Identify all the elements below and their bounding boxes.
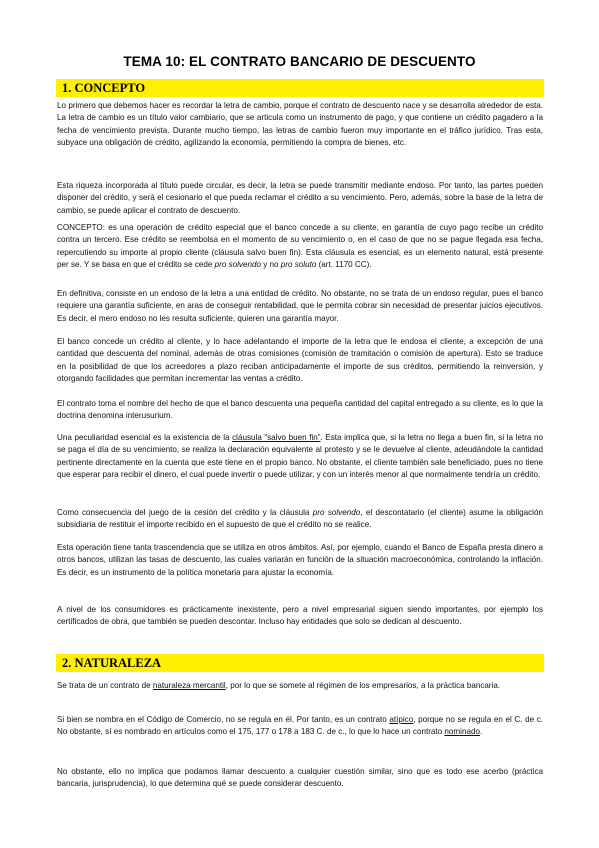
paragraph: Lo primero que debemos hacer es recordar la letra de cambio, porque el contrato de descuento nace y se desarrolla alrededor de esta. La letra de cambio es un título valor cambiario, que se articula como un instrumento de pago, y que contiene un crédito pagadero a la fecha de vencimiento prevista. Durante mucho tiempo, las letras de cambio fueron muy importante en el tráfico jurídico. Tras esta, subyace una obligación de crédito, agilizando la economía, permitiendo la compra de bienes, etc.	[57, 101, 543, 148]
document-title: TEMA 10: EL CONTRATO BANCARIO DE DESCUENTO	[123, 54, 476, 69]
paragraph	[57, 507, 543, 532]
section-heading-naturaleza: 2. NATURALEZA	[56, 654, 544, 672]
paragraph	[57, 222, 543, 272]
paragraph	[57, 714, 543, 739]
paragraph-text: , porque no se regula en el C. de c. No obstante, sí es nombrado en artículos como el 175, 177 o 178 a 183 C. de c., lo que lo hace un contrato	[57, 715, 543, 737]
paragraph: En definitiva, consiste en un endoso de la letra a una entidad de crédito. No obstante, no se trata de un endoso regular, pues el banco requiere una garantía suficiente, en aras de conseguir rentabilidad, que le permita cobrar sin necesidad de presentar juicios ejecutivos. Es decir, el mero endoso no les resulta suficiente, quieren una garantía mayor.	[57, 289, 543, 323]
paragraph-italic: pro solvendo	[214, 260, 261, 270]
paragraph: No obstante, ello no implica que podamos llamar descuento a cualquier cuestión similar, sino que es todo ese acerbo (práctica bancaria, jurisprudencia), lo que determina qué se puede considerar descuento.	[57, 767, 543, 789]
paragraph: Esta operación tiene tanta trascendencia que se utiliza en otros ámbitos. Así, por ejemplo, cuando el Banco de España presta dinero a otros bancos, utilizan las tasas de descuento, las cuales variarán en función de la situación macroeconómica, controlando la inflación. Es decir, es un instrumento de la política monetaria para ajustar la economía.	[57, 543, 543, 577]
paragraph	[57, 432, 543, 482]
paragraph-text: . Esta implica que, si la letra no llega a buen fin, si la letra no se paga el día de su vencimiento, se realiza la declaración equivalente al protesto y se le devuelve al cliente, adeudándole la cantidad pertinente directamente en la cuenta que este tiene en el propio banco. No obstante, el cliente también sale beneficiado, pues no tiene que esperar para recibir el dinero, el cual puede invertir o puede utilizar, y con un interés menor al que normalmente tendría un crédito.	[57, 433, 543, 480]
paragraph-text: y no	[261, 260, 281, 270]
paragraph: A nivel de los consumidores es prácticamente inexistente, pero a nivel empresarial siguen siendo importantes, por ejemplo los certificados de obra, que también se pueden descontar. Incluso hay entidades que solo se dedican al descuento.	[57, 605, 543, 627]
paragraph-text: Como consecuencia del juego de la cesión del crédito y la cláusula	[57, 508, 313, 517]
paragraph-text: , por lo que se somete al régimen de los empresarios, a la práctica bancaria.	[225, 681, 501, 690]
section-heading-concepto: 1. CONCEPTO	[56, 79, 544, 97]
paragraph: El banco concede un crédito al cliente, y lo hace adelantando el importe de la letra que le endosa el cliente, a excepción de una cantidad que descuenta del nominal, además de otras comisiones (comisión de tramitación o comisión de apertura). Esto se traduce en la posibilidad de que los acreedores a plazo reciban anticipadamente el importe de sus créditos, permitiendo la reinversión, y otorgando facilidades que permitan incrementar las ventas a crédito.	[57, 337, 543, 384]
paragraph	[57, 680, 543, 692]
clausula-salvo-buen-fin-underline: cláusula “salvo buen fin”	[232, 433, 321, 442]
paragraph-text: , el descontatario (el cliente) asume la obligación subsidiaria de restituir el importe recibido en el supuesto de que el crédito no se realice.	[57, 508, 543, 530]
paragraph-text: Se trata de un contrato de	[57, 681, 153, 690]
paragraph-text: (art. 1170 CC).	[316, 260, 372, 270]
naturaleza-mercantil-underline: naturaleza mercantil	[152, 681, 226, 690]
paragraph-text: .	[479, 727, 483, 737]
paragraph-text: Una peculiaridad esencial es la existencia de la	[57, 433, 233, 442]
paragraph: El contrato toma el nombre del hecho de que el banco descuenta una pequeña cantidad del capital entregado a su cliente, es lo que la doctrina denomina interusurium.	[57, 399, 543, 421]
atipico-underline: atípico	[389, 715, 414, 724]
paragraph-text: Si bien se nombra en el Código de Comercio, no se regula en él. Por tanto, es un contrato	[57, 715, 390, 724]
nominado-underline: nominado	[444, 727, 480, 737]
paragraph-italic: pro soluto	[280, 260, 317, 270]
paragraph: Esta riqueza incorporada al título puede circular, es decir, la letra se puede transmitir mediante endoso. Por tanto, las partes pueden disponer del crédito, y será el cesionario el que pueda reclamar el crédito a su vencimiento. Pero, además, sobre la base de la letra de cambio, se puede aplicar el contrato de descuento.	[57, 181, 543, 215]
paragraph-text: CONCEPTO: es una operación de crédito especial que el banco concede a su cliente, en garantía de cuyo pago recibe un crédito contra un tercero. Ese crédito se reembolsa en el momento de su vencimiento o, en el caso de que no se pague llegada esa fecha, repercutiendo su importe al propio cliente (cláusula salvo buen fin). Esta cláusula es esencial, es un elemento natural, está presente per se. Y se basa en que el crédito se cede	[57, 223, 543, 270]
paragraph-italic: pro solvendo	[312, 508, 361, 517]
